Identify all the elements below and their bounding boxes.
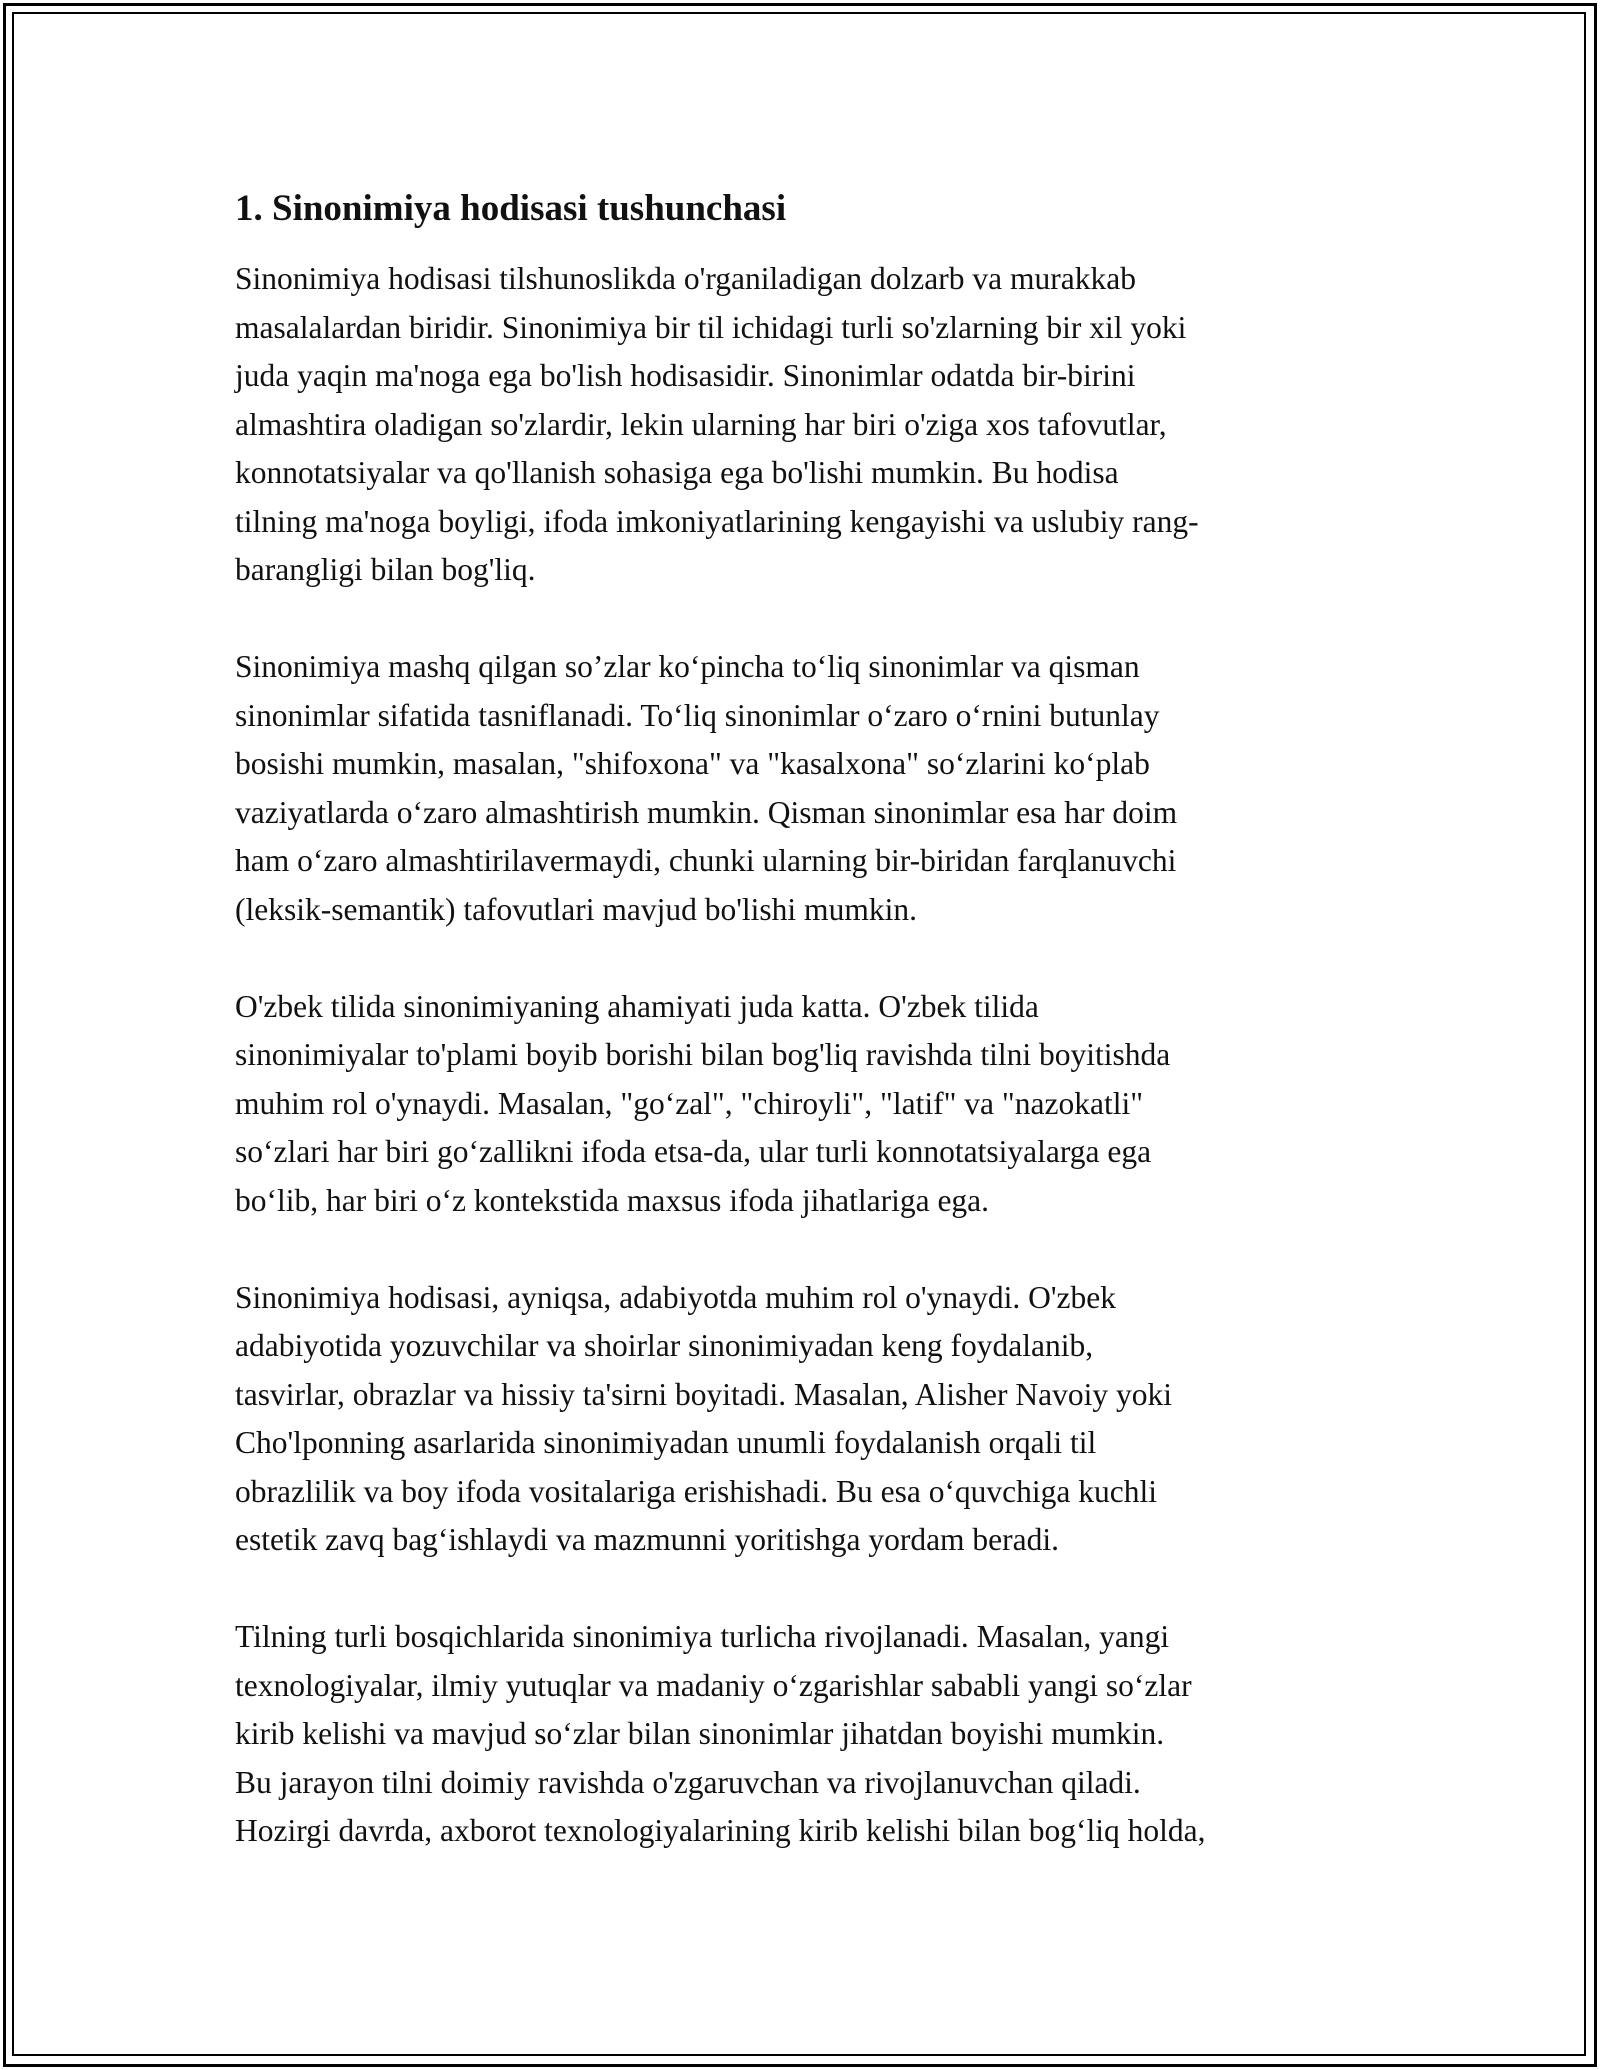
- paragraph-2: [235, 643, 1375, 934]
- text-line: Hozirgi davrda, axborot texnologiyalarining kirib kelishi bilan bog‘liq holda,: [235, 1813, 1206, 1848]
- text-line: Tilning turli bosqichlarida sinonimiya turlicha rivojlanadi. Masalan, yangi: [235, 1619, 1170, 1654]
- text-line: barangligi bilan bog'liq.: [235, 552, 536, 587]
- text-line: juda yaqin ma'noga ega bo'lish hodisasidir. Sinonimlar odatda bir-birini: [235, 358, 1136, 393]
- text-line: sinonimlar sifatida tasniflanadi. To‘liq sinonimlar o‘zaro o‘rnini butunlay: [235, 697, 1160, 733]
- document-body: [235, 185, 1375, 1904]
- paragraph-5: [235, 1613, 1375, 1856]
- text-line: estetik zavq bag‘ishlaydi va mazmunni yoritishga yordam beradi.: [235, 1522, 1060, 1557]
- text-line: almashtira oladigan so'zlardir, lekin ularning har biri o'ziga xos tafovutlar,: [235, 406, 1167, 442]
- section-title: 1. Sinonimiya hodisasi tushunchasi: [235, 188, 787, 229]
- text-line: sinonimiyalar to'plami boyib borishi bilan bog'liq ravishda tilni boyitishda: [235, 1037, 1171, 1072]
- paragraph-1: [235, 255, 1375, 595]
- text-line: Cho'lponning asarlarida sinonimiyadan unumli foydalanish orqali til: [235, 1425, 1097, 1460]
- text-line: Sinonimiya mashq qilgan so’zlar ko‘pincha to‘liq sinonimlar va qisman: [235, 649, 1140, 684]
- text-line: vaziyatlarda o‘zaro almashtirish mumkin. Qisman sinonimlar esa har doim: [235, 794, 1178, 830]
- text-line: masalalardan biridir. Sinonimiya bir til ichidagi turli so'zlarning bir xil yoki: [235, 309, 1187, 345]
- text-line: kirib kelishi va mavjud so‘zlar bilan sinonimlar jihatdan boyishi mumkin.: [235, 1716, 1165, 1751]
- text-line: muhim rol o'ynaydi. Masalan, "go‘zal", "chiroyli", "latif" va "nazokatli": [235, 1085, 1144, 1121]
- text-line: obrazlilik va boy ifoda vositalariga erishishadi. Bu esa o‘quvchiga kuchli: [235, 1473, 1158, 1509]
- paragraph-3: [235, 983, 1375, 1226]
- paragraph-4: [235, 1274, 1375, 1565]
- text-line: Sinonimiya hodisasi, ayniqsa, adabiyotda muhim rol o'ynaydi. O'zbek: [235, 1279, 1116, 1315]
- text-line: texnologiyalar, ilmiy yutuqlar va madaniy o‘zgarishlar sababli yangi so‘zlar: [235, 1667, 1192, 1703]
- text-line: so‘zlari har biri go‘zallikni ifoda etsa-da, ular turli konnotatsiyalarga ega: [235, 1134, 1152, 1169]
- text-line: ham o‘zaro almashtirilavermaydi, chunki ularning bir-biridan farqlanuvchi: [235, 843, 1177, 878]
- text-line: tilning ma'noga boyligi, ifoda imkoniyatlarining kengayishi va uslubiy rang-: [235, 503, 1199, 539]
- text-line: tasvirlar, obrazlar va hissiy ta'sirni boyitadi. Masalan, Alisher Navoiy yoki: [235, 1376, 1172, 1412]
- text-line: konnotatsiyalar va qo'llanish sohasiga ega bo'lishi mumkin. Bu hodisa: [235, 455, 1119, 490]
- text-line: Sinonimiya hodisasi tilshunoslikda o'rganiladigan dolzarb va murakkab: [235, 261, 1136, 296]
- text-line: bo‘lib, har biri o‘z kontekstida maxsus ifoda jihatlariga ega.: [235, 1182, 990, 1218]
- text-line: (leksik-semantik) tafovutlari mavjud bo'lishi mumkin.: [235, 891, 917, 927]
- text-line: bosishi mumkin, masalan, "shifoxona" va "kasalxona" so‘zlarini ko‘plab: [235, 746, 1150, 781]
- text-line: O'zbek tilida sinonimiyaning ahamiyati juda katta. O'zbek tilida: [235, 988, 1039, 1024]
- text-line: adabiyotida yozuvchilar va shoirlar sinonimiyadan keng foydalanib,: [235, 1328, 1094, 1363]
- text-line: Bu jarayon tilni doimiy ravishda o'zgaruvchan va rivojlanuvchan qiladi.: [235, 1764, 1141, 1800]
